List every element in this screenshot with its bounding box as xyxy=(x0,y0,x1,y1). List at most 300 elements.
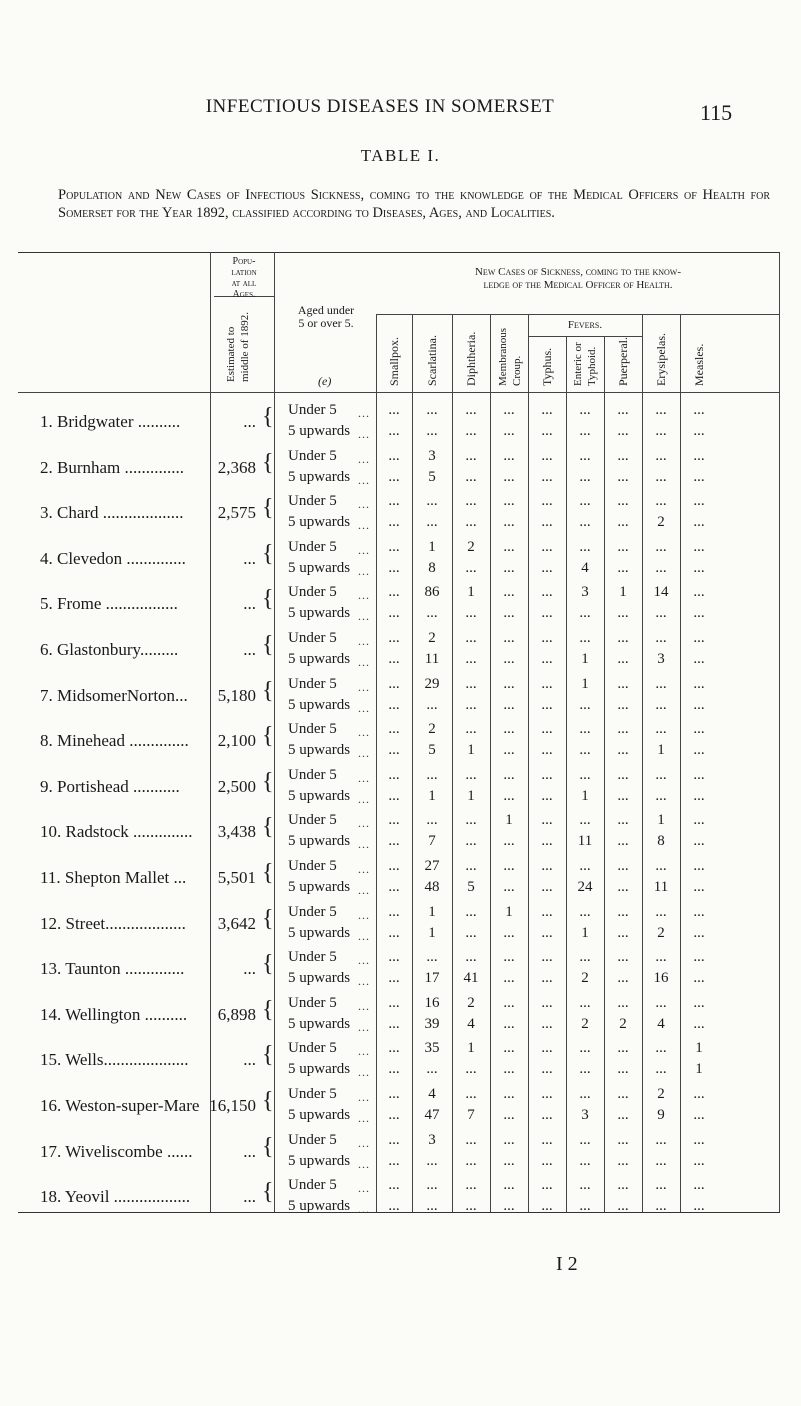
cell-under-3: ... xyxy=(503,994,515,1011)
population-value: 2,500 xyxy=(217,776,256,796)
cell-upwards-5: 1 xyxy=(581,651,589,667)
aged-header: Aged under 5 or over 5. xyxy=(297,303,355,330)
cell-under-1: ... xyxy=(426,766,438,783)
cell-upwards-3: ... xyxy=(503,1015,515,1032)
cell-upwards-0: ... xyxy=(388,879,400,895)
age-label-upwards: 5 upwards xyxy=(288,1015,351,1032)
cell-under-5: 3 xyxy=(581,584,589,601)
cell-upwards-6: ... xyxy=(617,879,629,895)
enteric-header: Enteric or Typhoid. xyxy=(572,342,598,386)
cell-under-4: ... xyxy=(541,1086,553,1102)
locality-name: 6. Glastonbury......... xyxy=(40,640,179,659)
cell-upwards-1: 5 xyxy=(428,468,436,485)
row-brace: { xyxy=(262,814,274,841)
cell-under-7: ... xyxy=(655,858,667,874)
cell-upwards-5: ... xyxy=(579,696,591,713)
cell-upwards-7: ... xyxy=(655,423,667,439)
leader-dots: ... xyxy=(358,998,370,1013)
cell-upwards-0: ... xyxy=(388,605,400,622)
cell-under-4: ... xyxy=(541,721,553,738)
smallpox-header: Smallpox. xyxy=(387,336,401,386)
age-label-upwards: 5 upwards xyxy=(288,605,351,622)
cell-upwards-4: ... xyxy=(541,879,553,895)
cell-under-3: ... xyxy=(503,1177,515,1194)
col-rule xyxy=(528,314,529,1212)
cell-under-4: ... xyxy=(541,1177,553,1194)
cell-upwards-1: ... xyxy=(426,514,438,531)
age-label-under: Under 5 xyxy=(288,402,337,418)
cell-upwards-8: ... xyxy=(693,696,705,713)
cell-under-7: ... xyxy=(655,675,667,692)
cell-under-0: ... xyxy=(388,1040,400,1057)
cell-under-5: ... xyxy=(579,812,591,829)
page-number: 115 xyxy=(700,100,733,125)
cell-under-8: ... xyxy=(693,675,705,692)
locality-name: 2. Burnham .............. xyxy=(40,457,185,477)
row-brace: { xyxy=(262,586,274,613)
row-brace: { xyxy=(262,951,274,978)
cell-upwards-5: ... xyxy=(579,742,591,759)
locality-name: 7. MidsomerNorton... xyxy=(40,685,188,705)
leader-dots: ... xyxy=(358,609,370,624)
cell-under-6: ... xyxy=(617,903,629,920)
locality-name: 14. Wellington .......... xyxy=(40,1004,188,1024)
locality-name: 11. Shepton Mallet ... xyxy=(40,868,187,887)
cell-under-6: ... xyxy=(617,949,629,966)
cell-upwards-4: ... xyxy=(541,833,553,850)
cell-under-3: ... xyxy=(503,493,515,510)
cell-under-8: ... xyxy=(693,447,705,464)
cell-under-4: ... xyxy=(541,493,553,510)
leader-dots: ... xyxy=(358,588,370,603)
locality-name: 3. Chard ................... xyxy=(40,503,184,523)
leader-dots: ... xyxy=(358,974,370,989)
cell-under-1: 86 xyxy=(424,584,440,601)
cell-upwards-4: ... xyxy=(541,514,553,531)
cell-upwards-3: ... xyxy=(503,879,515,895)
cell-upwards-3: ... xyxy=(503,468,515,485)
cell-upwards-8: ... xyxy=(693,605,705,622)
leader-dots: ... xyxy=(358,634,370,648)
cell-under-5: ... xyxy=(579,402,591,418)
estimated-header: Estimated to middle of 1892. xyxy=(225,312,251,382)
cell-under-0: ... xyxy=(388,1177,400,1194)
cell-upwards-1: ... xyxy=(426,423,438,439)
cell-upwards-0: ... xyxy=(388,1061,400,1078)
cell-upwards-5: 11 xyxy=(577,833,593,850)
cell-upwards-8: ... xyxy=(693,833,705,850)
cell-upwards-2: ... xyxy=(465,559,477,576)
col-rule xyxy=(274,252,275,1212)
cell-under-8: ... xyxy=(693,812,705,829)
cell-under-6: ... xyxy=(617,1177,629,1194)
cell-under-0: ... xyxy=(388,994,400,1011)
cell-under-8: ... xyxy=(693,493,705,510)
cell-under-0: ... xyxy=(388,903,400,920)
signature-mark: I 2 xyxy=(556,1253,578,1275)
cell-under-0: ... xyxy=(388,584,400,601)
population-value: 2,100 xyxy=(217,731,256,751)
cell-under-2: ... xyxy=(465,402,477,418)
cell-under-8: ... xyxy=(693,1177,705,1194)
cell-upwards-5: ... xyxy=(579,514,591,531)
cell-upwards-3: ... xyxy=(503,423,515,439)
cell-under-3: 1 xyxy=(505,812,513,829)
cell-upwards-5: 2 xyxy=(581,970,589,987)
cell-under-6: ... xyxy=(617,675,629,692)
cell-upwards-4: ... xyxy=(541,970,553,987)
cell-upwards-8: ... xyxy=(693,651,705,667)
leader-dots: ... xyxy=(358,883,370,897)
col-rule xyxy=(490,314,491,1212)
cell-upwards-5: ... xyxy=(579,1152,591,1169)
cell-under-2: ... xyxy=(465,675,477,692)
cell-under-2: ... xyxy=(465,447,477,464)
cell-upwards-2: ... xyxy=(465,605,477,622)
cell-under-8: ... xyxy=(693,858,705,874)
cell-under-7: 1 xyxy=(657,812,665,829)
cell-upwards-6: ... xyxy=(617,423,629,439)
cell-under-3: ... xyxy=(503,766,515,783)
population-value: 6,898 xyxy=(217,1004,256,1024)
cell-under-3: 1 xyxy=(505,903,513,920)
cell-under-3: ... xyxy=(503,949,515,966)
cell-under-2: 1 xyxy=(467,1040,475,1057)
cell-under-7: ... xyxy=(655,903,667,920)
cell-under-5: ... xyxy=(579,538,591,555)
cell-upwards-5: ... xyxy=(579,605,591,622)
cell-upwards-1: ... xyxy=(426,605,438,622)
cell-upwards-6: ... xyxy=(617,970,629,987)
cell-upwards-0: ... xyxy=(388,787,400,804)
cell-under-1: 3 xyxy=(428,1131,436,1148)
cell-under-8: ... xyxy=(693,994,705,1011)
leader-dots: ... xyxy=(358,862,370,876)
locality-name: 10. Radstock .............. xyxy=(40,822,193,842)
diphtheria-header: Diphtheria. xyxy=(464,331,478,386)
cell-upwards-7: 9 xyxy=(657,1107,665,1123)
cell-upwards-6: ... xyxy=(617,1152,629,1169)
cell-under-6: ... xyxy=(617,812,629,829)
table-top-rule xyxy=(18,252,780,253)
cell-upwards-3: ... xyxy=(503,1107,515,1123)
population-value: ... xyxy=(243,412,256,431)
cell-under-6: ... xyxy=(617,493,629,510)
cell-upwards-8: ... xyxy=(693,1015,705,1032)
cell-under-0: ... xyxy=(388,675,400,692)
cell-under-3: ... xyxy=(503,584,515,601)
cell-under-1: ... xyxy=(426,1177,438,1194)
cell-upwards-7: ... xyxy=(655,787,667,804)
cell-under-5: ... xyxy=(579,630,591,646)
col-rule xyxy=(779,252,780,1212)
cell-under-6: ... xyxy=(617,447,629,464)
cell-upwards-4: ... xyxy=(541,742,553,759)
age-label-under: Under 5 xyxy=(288,1040,337,1057)
cell-upwards-7: 3 xyxy=(657,651,665,667)
fevers-header: Fevers. xyxy=(567,319,603,331)
erysipelas-header: Erysipelas. xyxy=(654,333,668,386)
cell-under-2: 2 xyxy=(467,994,475,1011)
row-brace: { xyxy=(262,404,274,430)
cell-under-8: 1 xyxy=(695,1040,703,1057)
cell-upwards-8: ... xyxy=(693,423,705,439)
puerperal-header: Puerperal. xyxy=(616,337,630,386)
cell-upwards-6: ... xyxy=(617,1198,629,1215)
row-brace: { xyxy=(262,768,274,795)
row-brace: { xyxy=(262,1179,274,1206)
cell-upwards-7: 11 xyxy=(653,879,669,895)
age-label-under: Under 5 xyxy=(288,858,337,874)
cell-upwards-4: ... xyxy=(541,468,553,485)
cell-upwards-3: ... xyxy=(503,605,515,622)
cell-under-4: ... xyxy=(541,584,553,601)
cell-upwards-0: ... xyxy=(388,651,400,667)
locality-name: 16. Weston-super-Mare xyxy=(40,1096,200,1115)
cell-upwards-0: ... xyxy=(388,833,400,850)
cell-under-3: ... xyxy=(503,538,515,555)
cell-upwards-8: ... xyxy=(693,559,705,576)
cell-under-2: 2 xyxy=(467,538,475,555)
age-label-upwards: 5 upwards xyxy=(288,1152,351,1169)
cell-under-2: ... xyxy=(465,858,477,874)
age-label-under: Under 5 xyxy=(288,538,337,555)
cell-under-3: ... xyxy=(503,675,515,692)
cell-upwards-0: ... xyxy=(388,514,400,531)
cell-upwards-6: ... xyxy=(617,1061,629,1078)
cell-under-0: ... xyxy=(388,858,400,874)
leader-dots: ... xyxy=(358,791,370,806)
cell-upwards-2: ... xyxy=(465,833,477,850)
population-value: 2,368 xyxy=(217,457,256,477)
cell-under-2: ... xyxy=(465,766,477,783)
age-label-upwards: 5 upwards xyxy=(288,879,351,895)
row-brace: { xyxy=(262,905,274,932)
cell-upwards-0: ... xyxy=(388,924,400,941)
cell-upwards-8: ... xyxy=(693,742,705,759)
leader-dots: ... xyxy=(358,655,370,669)
population-value: ... xyxy=(243,548,256,568)
cell-upwards-1: 11 xyxy=(424,651,440,667)
row-brace: { xyxy=(262,677,274,704)
cell-under-7: ... xyxy=(655,994,667,1011)
cell-upwards-0: ... xyxy=(388,696,400,713)
cell-upwards-5: 3 xyxy=(581,1107,589,1123)
cell-under-6: ... xyxy=(617,994,629,1011)
cell-under-1: 2 xyxy=(428,721,436,738)
leader-dots: ... xyxy=(358,816,370,831)
cell-under-7: ... xyxy=(655,1131,667,1148)
age-label-upwards: 5 upwards xyxy=(288,742,351,759)
cell-upwards-2: ... xyxy=(465,423,477,439)
age-label-under: Under 5 xyxy=(288,1086,337,1102)
age-label-upwards: 5 upwards xyxy=(288,1061,351,1078)
cell-upwards-3: ... xyxy=(503,924,515,941)
cell-under-2: ... xyxy=(465,493,477,510)
col-rule xyxy=(376,314,377,1212)
age-label-upwards: 5 upwards xyxy=(288,559,351,576)
population-value: ... xyxy=(243,594,256,614)
cell-under-7: ... xyxy=(655,493,667,510)
cell-under-6: ... xyxy=(617,402,629,418)
locality-name: 12. Street................... xyxy=(40,913,186,933)
cell-under-3: ... xyxy=(503,1086,515,1102)
row-brace: { xyxy=(262,540,274,567)
cell-under-7: ... xyxy=(655,1177,667,1194)
cell-upwards-7: ... xyxy=(655,605,667,622)
leader-dots: ... xyxy=(358,1135,370,1150)
cell-under-4: ... xyxy=(541,447,553,464)
col-rule xyxy=(452,314,453,1212)
population-value: ... xyxy=(243,959,256,979)
cell-upwards-8: ... xyxy=(693,879,705,895)
cell-upwards-8: ... xyxy=(693,970,705,987)
cell-under-6: ... xyxy=(617,538,629,555)
cell-under-7: 14 xyxy=(653,584,669,601)
cell-under-8: ... xyxy=(693,630,705,646)
cell-upwards-4: ... xyxy=(541,1198,553,1215)
cell-under-0: ... xyxy=(388,447,400,464)
cell-upwards-3: ... xyxy=(503,833,515,850)
population-value: 5,180 xyxy=(217,685,256,705)
cell-under-1: ... xyxy=(426,949,438,966)
leader-dots: ... xyxy=(358,497,370,512)
cell-under-3: ... xyxy=(503,721,515,738)
cell-under-4: ... xyxy=(541,1131,553,1148)
cell-under-0: ... xyxy=(388,812,400,829)
cell-upwards-8: 1 xyxy=(695,1061,703,1078)
cell-under-8: ... xyxy=(693,1131,705,1148)
cell-under-1: 4 xyxy=(428,1086,436,1102)
row-brace: { xyxy=(262,495,274,522)
cell-upwards-0: ... xyxy=(388,970,400,987)
cell-upwards-6: ... xyxy=(617,605,629,622)
age-label-upwards: 5 upwards xyxy=(288,468,351,485)
cell-upwards-7: ... xyxy=(655,1152,667,1169)
cell-under-6: ... xyxy=(617,1086,629,1102)
age-label-upwards: 5 upwards xyxy=(288,970,351,987)
scarlatina-header: Scarlatina. xyxy=(425,335,439,386)
cell-upwards-3: ... xyxy=(503,696,515,713)
population-value: ... xyxy=(243,1050,256,1070)
leader-dots: ... xyxy=(358,1019,370,1034)
cell-under-5: ... xyxy=(579,1177,591,1194)
cell-under-4: ... xyxy=(541,949,553,966)
cell-upwards-8: ... xyxy=(693,1107,705,1123)
cell-under-1: 29 xyxy=(424,675,440,692)
cell-under-6: ... xyxy=(617,630,629,646)
leader-dots: ... xyxy=(358,1044,370,1059)
cell-upwards-7: 4 xyxy=(657,1015,665,1032)
cell-under-3: ... xyxy=(503,447,515,464)
cell-upwards-6: ... xyxy=(617,1107,629,1123)
population-value: ... xyxy=(243,1141,256,1161)
cell-under-0: ... xyxy=(388,630,400,646)
cell-under-6: ... xyxy=(617,1131,629,1148)
cell-upwards-8: ... xyxy=(693,468,705,485)
data-table xyxy=(18,252,780,1216)
cell-upwards-7: 16 xyxy=(653,970,669,987)
cell-upwards-6: ... xyxy=(617,833,629,850)
age-label-upwards: 5 upwards xyxy=(288,696,351,713)
population-value: ... xyxy=(243,640,256,659)
aged-note: (e) xyxy=(318,374,332,388)
cell-upwards-3: ... xyxy=(503,742,515,759)
population-value: 3,438 xyxy=(217,822,256,842)
col-rule xyxy=(680,314,681,1212)
leader-dots: ... xyxy=(358,451,370,466)
locality-name: 5. Frome ................. xyxy=(40,594,178,614)
cell-under-3: ... xyxy=(503,630,515,646)
age-label-upwards: 5 upwards xyxy=(288,1198,351,1215)
cell-upwards-0: ... xyxy=(388,1152,400,1169)
age-label-upwards: 5 upwards xyxy=(288,833,351,850)
cell-upwards-6: ... xyxy=(617,696,629,713)
cell-under-4: ... xyxy=(541,858,553,874)
cell-upwards-2: 1 xyxy=(467,787,475,804)
leader-dots: ... xyxy=(358,1181,370,1196)
cell-upwards-5: 1 xyxy=(581,787,589,804)
cell-upwards-0: ... xyxy=(388,1107,400,1123)
cell-upwards-8: ... xyxy=(693,1152,705,1169)
age-label-under: Under 5 xyxy=(288,1131,337,1148)
cell-under-7: ... xyxy=(655,402,667,418)
population-header: Popu- lation at all Ages. xyxy=(231,256,257,300)
cell-upwards-5: 24 xyxy=(577,879,593,895)
age-label-under: Under 5 xyxy=(288,903,337,920)
cell-under-5: ... xyxy=(579,949,591,966)
cell-under-5: 1 xyxy=(581,675,589,692)
age-label-under: Under 5 xyxy=(288,447,337,464)
cell-upwards-6: 2 xyxy=(619,1015,627,1032)
cell-under-5: ... xyxy=(579,766,591,783)
leader-dots: ... xyxy=(358,1156,370,1171)
cell-upwards-2: ... xyxy=(465,514,477,531)
cell-upwards-4: ... xyxy=(541,605,553,622)
cell-under-7: ... xyxy=(655,721,667,738)
cell-under-4: ... xyxy=(541,903,553,920)
locality-name: 17. Wiveliscombe ...... xyxy=(40,1141,193,1161)
leader-dots: ... xyxy=(358,427,370,441)
age-label-under: Under 5 xyxy=(288,584,337,601)
cell-upwards-1: 5 xyxy=(428,742,436,759)
cell-upwards-0: ... xyxy=(388,468,400,485)
measles-header: Measles. xyxy=(692,343,706,386)
cell-under-0: ... xyxy=(388,402,400,418)
locality-name: 15. Wells.................... xyxy=(40,1050,189,1070)
cell-upwards-5: ... xyxy=(579,1198,591,1215)
leader-dots: ... xyxy=(358,1065,370,1080)
cell-under-7: ... xyxy=(655,447,667,464)
cell-upwards-3: ... xyxy=(503,514,515,531)
cell-upwards-4: ... xyxy=(541,651,553,667)
col-rule xyxy=(566,336,567,1212)
cell-under-1: 27 xyxy=(424,858,440,874)
cell-under-0: ... xyxy=(388,949,400,966)
cell-upwards-7: ... xyxy=(655,1061,667,1078)
cell-under-5: ... xyxy=(579,994,591,1011)
cell-upwards-0: ... xyxy=(388,742,400,759)
new-cases-header: New Cases of Sickness, coming to the know- ledge of the Medical Officer of Health. xyxy=(474,266,682,291)
cell-upwards-5: ... xyxy=(579,468,591,485)
cell-under-8: ... xyxy=(693,721,705,738)
age-label-upwards: 5 upwards xyxy=(288,1107,351,1123)
col-rule xyxy=(642,314,643,1212)
cell-under-2: ... xyxy=(465,1086,477,1102)
age-label-under: Under 5 xyxy=(288,493,337,510)
cell-upwards-4: ... xyxy=(541,1152,553,1169)
cell-under-6: ... xyxy=(617,1040,629,1057)
